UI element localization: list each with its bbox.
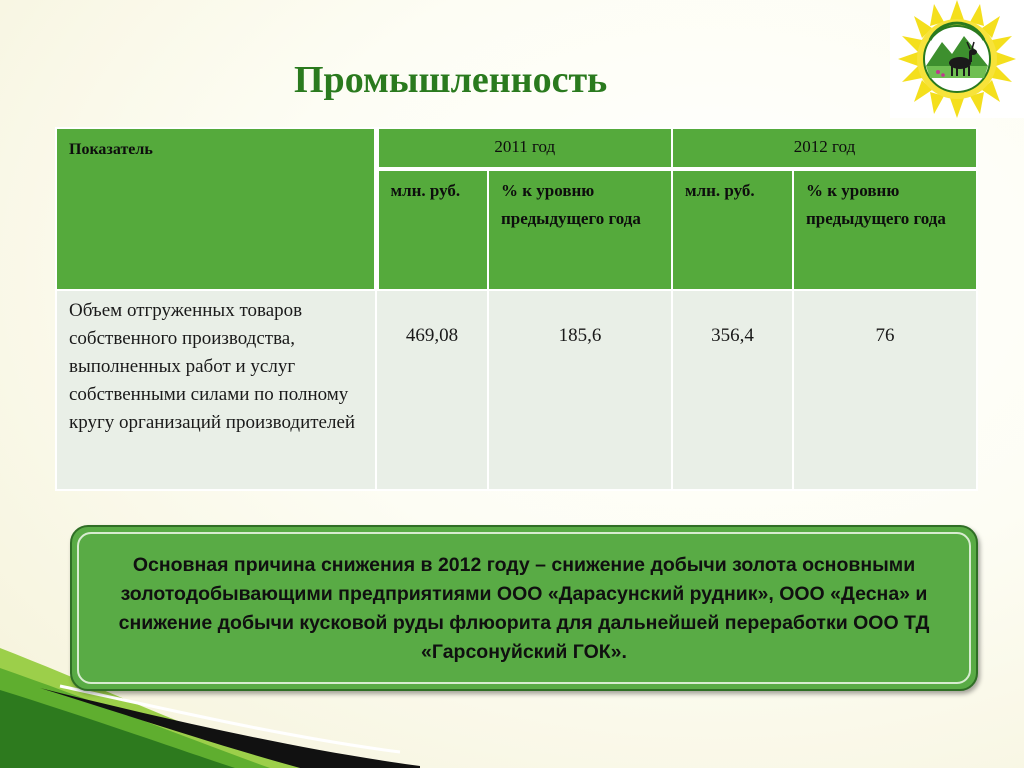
value-2011-mln: 469,08 <box>376 290 488 490</box>
table-header-row <box>56 128 977 169</box>
header-indicator: Показатель <box>56 128 376 290</box>
note-box <box>70 525 978 691</box>
subheader-2012-mln: млн. руб. <box>672 169 793 290</box>
page-title: Промышленность <box>294 59 608 101</box>
subheader-2011-mln: млн. руб. <box>376 169 488 290</box>
table-row <box>56 290 977 490</box>
logo <box>890 0 1024 118</box>
value-2012-pct: 76 <box>793 290 977 490</box>
subheader-2012-pct: % к уровню предыдущего года <box>793 169 977 290</box>
note-text: Основная причина снижения в 2012 году – снижение добычи золота основными золотодобывающими предприятиями ООО «Дарасунский рудник», ООО «Десна» и снижение добычи кусковой руды флюорита для дальнейшей переработки ООО ТД «Гарсонуйский ГОК». <box>118 554 930 663</box>
industry-table <box>55 127 978 491</box>
header-year-2012: 2012 год <box>672 128 977 169</box>
sun-mountain-deer-emblem-icon <box>890 0 1024 118</box>
value-2011-pct: 185,6 <box>488 290 672 490</box>
header-year-2011: 2011 год <box>376 128 672 169</box>
value-2012-mln: 356,4 <box>672 290 793 490</box>
subheader-2011-pct: % к уровню предыдущего года <box>488 169 672 290</box>
row-indicator: Объем отгруженных товаров собственного производства, выполненных работ и услуг собственными силами по полному кругу организаций производителей <box>56 290 376 490</box>
